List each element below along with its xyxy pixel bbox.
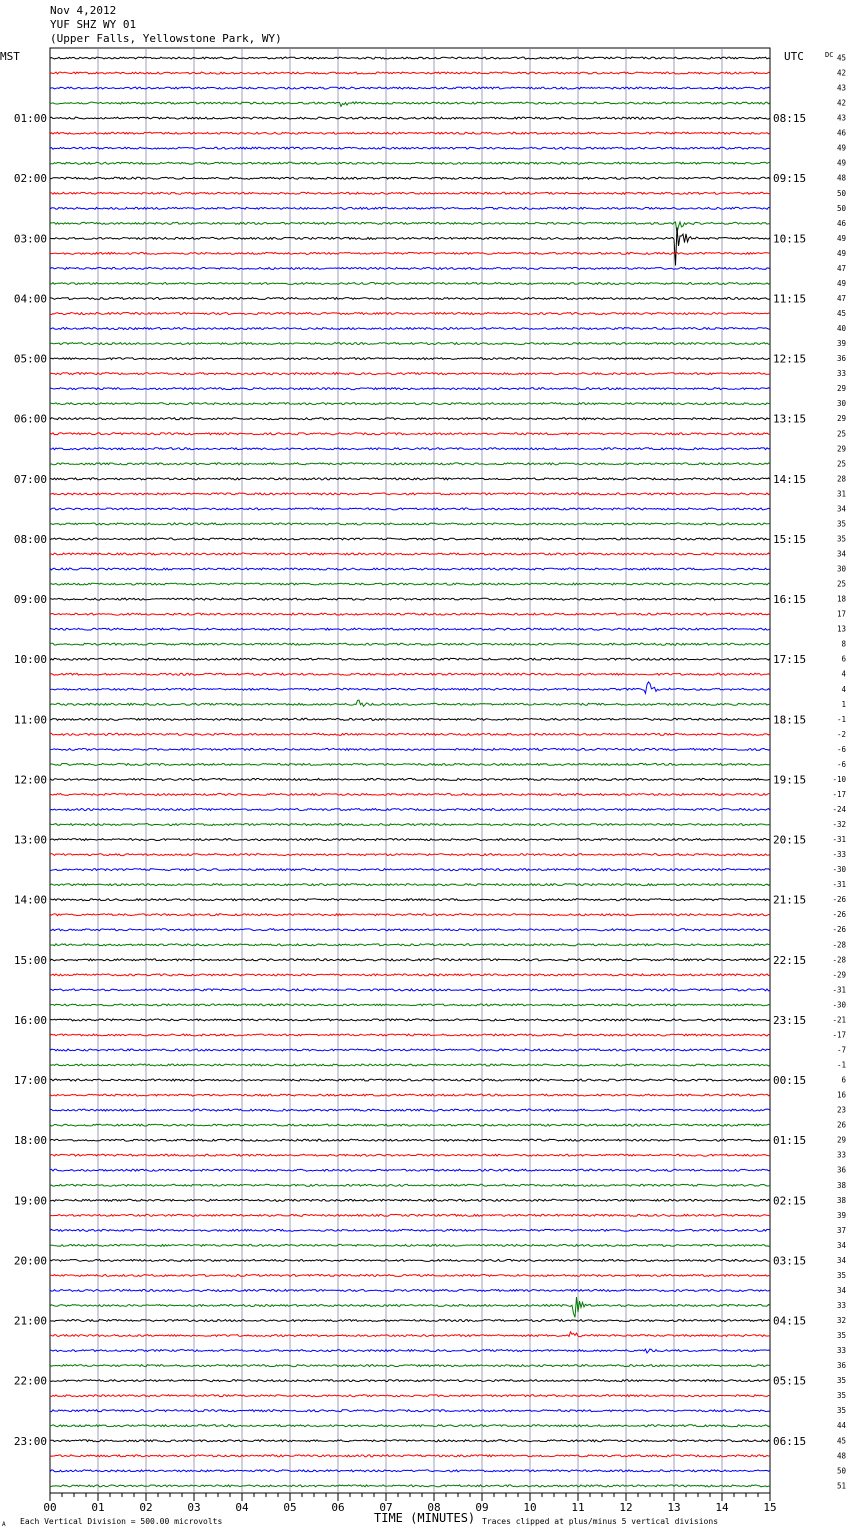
right-timezone-label: UTC — [784, 50, 804, 63]
dc-offset-label: 6 — [841, 1075, 846, 1085]
right-time-label: 08:15 — [773, 112, 807, 126]
trace-line — [50, 929, 770, 931]
trace-line — [50, 403, 770, 405]
dc-offset-label: 34 — [836, 504, 846, 514]
left-time-label: 21:00 — [13, 1314, 47, 1328]
trace-line — [50, 763, 770, 765]
dc-offset-label: 29 — [836, 444, 846, 454]
dc-offset-label: 1 — [841, 699, 846, 709]
header-date: Nov 4,2012 — [50, 4, 117, 17]
x-tick-label: 13 — [667, 1501, 681, 1514]
trace-line — [50, 989, 770, 991]
dc-offset-label: 50 — [836, 188, 846, 198]
dc-offset-label: 25 — [836, 429, 846, 439]
trace-line — [50, 1139, 770, 1141]
right-time-label: 14:15 — [773, 472, 807, 486]
dc-offset-label: 39 — [836, 339, 846, 349]
trace-line — [50, 718, 770, 720]
trace-line — [50, 778, 770, 780]
dc-offset-label: -32 — [832, 820, 846, 830]
dc-offset-label: 29 — [836, 384, 846, 394]
x-tick-label: 11 — [571, 1501, 585, 1514]
trace-rows — [50, 57, 770, 1487]
dc-offset-label: -17 — [832, 1030, 846, 1040]
x-tick-label: 08 — [427, 1501, 441, 1514]
dc-offset-label: 23 — [836, 1105, 846, 1115]
trace-line — [50, 283, 770, 285]
x-tick-label: 15 — [763, 1501, 777, 1514]
trace-line — [50, 658, 770, 660]
right-time-label: 00:15 — [773, 1074, 807, 1088]
left-time-label: 13:00 — [13, 833, 47, 847]
right-time-label: 03:15 — [773, 1254, 807, 1268]
trace-line — [50, 298, 770, 300]
dc-offset-label: -24 — [832, 805, 846, 814]
trace-line — [50, 117, 770, 119]
dc-offset-label: 28 — [836, 474, 846, 484]
trace-line — [50, 57, 770, 59]
dc-offset-label: 48 — [836, 1451, 846, 1461]
trace-line — [50, 448, 770, 450]
dc-offset-label: 34 — [836, 1285, 846, 1295]
x-tick-label: 02 — [139, 1501, 153, 1514]
left-time-label: 04:00 — [13, 292, 47, 306]
dc-offset-label: 16 — [836, 1090, 846, 1100]
trace-line — [50, 748, 770, 750]
dc-offset-label: 46 — [836, 218, 846, 228]
trace-line — [50, 418, 770, 420]
dc-offset-label: -2 — [836, 729, 846, 739]
dc-offset-label: 38 — [836, 1195, 846, 1205]
dc-offset-label: 40 — [836, 324, 846, 334]
dc-offset-label: -1 — [836, 714, 846, 724]
dc-offset-label: 33 — [836, 1150, 846, 1160]
right-time-label: 15:15 — [773, 532, 807, 546]
dc-offset-label: 45 — [836, 1436, 846, 1446]
trace-line — [50, 508, 770, 510]
left-time-label: 10:00 — [13, 653, 47, 667]
trace-line — [50, 1214, 770, 1216]
dc-offset-label: 43 — [836, 83, 846, 93]
trace-line — [50, 1440, 770, 1442]
trace-line — [50, 643, 770, 645]
trace-line — [50, 598, 770, 600]
trace-line — [50, 177, 770, 179]
dc-offset-label: 50 — [836, 1466, 846, 1476]
x-tick-label: 14 — [715, 1501, 729, 1514]
dc-offset-label: -7 — [836, 1045, 846, 1055]
trace-line — [50, 553, 770, 555]
footer-left-text: Each Vertical Division = 500.00 microvolts — [20, 1517, 223, 1526]
dc-offset-label: 30 — [836, 564, 846, 574]
trace-line — [50, 463, 770, 465]
trace-line — [50, 1079, 770, 1081]
trace-line — [50, 72, 770, 74]
axis-labels — [14, 54, 847, 1515]
dc-offset-label: 35 — [836, 534, 846, 544]
dc-offset-label: 44 — [836, 1421, 846, 1431]
trace-line — [50, 839, 770, 841]
trace-line — [50, 1019, 770, 1021]
x-tick-label: 00 — [43, 1501, 57, 1514]
left-time-label: 16:00 — [13, 1013, 47, 1027]
dc-offset-label: 37 — [836, 1225, 846, 1235]
dc-offset-label: 36 — [836, 1165, 846, 1175]
left-time-label: 19:00 — [13, 1194, 47, 1208]
x-tick-label: 07 — [379, 1501, 393, 1514]
dc-offset-label: 50 — [836, 203, 846, 213]
dc-offset-label: 35 — [836, 1406, 846, 1416]
right-time-label: 04:15 — [773, 1314, 807, 1328]
left-time-label: 12:00 — [13, 773, 47, 787]
trace-line — [50, 1154, 770, 1156]
trace-line — [50, 1365, 770, 1367]
left-time-label: 15:00 — [13, 953, 47, 967]
right-time-label: 16:15 — [773, 593, 807, 607]
x-tick-label: 03 — [187, 1501, 201, 1514]
right-time-label: 05:15 — [773, 1374, 807, 1388]
dc-offset-label: 35 — [836, 1391, 846, 1401]
left-time-label: 07:00 — [13, 472, 47, 486]
trace-line — [50, 1297, 770, 1317]
dc-offset-label: -30 — [832, 865, 846, 875]
right-time-label: 06:15 — [773, 1434, 807, 1448]
dc-offset-label: 35 — [836, 1270, 846, 1280]
trace-line — [50, 358, 770, 360]
x-tick-label: 09 — [475, 1501, 489, 1514]
right-time-label: 09:15 — [773, 172, 807, 186]
dc-offset-label: 6 — [841, 654, 846, 664]
dc-offset-label: 33 — [836, 1300, 846, 1310]
right-time-label: 13:15 — [773, 412, 807, 426]
dc-offset-label: 47 — [836, 293, 846, 303]
trace-line — [50, 222, 770, 233]
x-axis-title: TIME (MINUTES) — [374, 1511, 476, 1525]
right-time-label: 19:15 — [773, 773, 807, 787]
trace-line — [50, 328, 770, 330]
x-tick-label: 06 — [331, 1501, 345, 1514]
right-time-label: 20:15 — [773, 833, 807, 847]
dc-offset-label: 4 — [841, 684, 846, 694]
dc-offset-label: 35 — [836, 1331, 846, 1341]
dc-offset-label: -31 — [832, 835, 846, 845]
dc-offset-label: 29 — [836, 1135, 846, 1145]
trace-line — [50, 959, 770, 961]
trace-line — [50, 1290, 770, 1292]
trace-line — [50, 252, 770, 254]
dc-offset-label: 45 — [836, 53, 846, 63]
trace-line — [50, 87, 770, 89]
trace-line — [50, 1244, 770, 1246]
dc-offset-label: 39 — [836, 1210, 846, 1220]
dc-offset-label: 13 — [836, 624, 846, 634]
left-timezone-label: MST — [0, 50, 20, 63]
left-time-label: 02:00 — [13, 172, 47, 186]
dc-offset-label: 33 — [836, 1346, 846, 1356]
dc-offset-label: 49 — [836, 143, 846, 153]
trace-line — [50, 869, 770, 871]
x-tick-label: 04 — [235, 1501, 249, 1514]
trace-line — [50, 1184, 770, 1186]
trace-line — [50, 433, 770, 435]
x-tick-label: 12 — [619, 1501, 633, 1514]
left-time-label: 17:00 — [13, 1074, 47, 1088]
left-time-label: 20:00 — [13, 1254, 47, 1268]
right-time-label: 01:15 — [773, 1134, 807, 1148]
trace-line — [50, 568, 770, 570]
dc-offset-label: 36 — [836, 1361, 846, 1371]
trace-line — [50, 1349, 770, 1353]
dc-offset-label: -28 — [832, 955, 846, 965]
trace-line — [50, 538, 770, 540]
dc-offset-label: 35 — [836, 1376, 846, 1386]
trace-line — [50, 1470, 770, 1472]
right-time-label: 11:15 — [773, 292, 807, 306]
right-time-label: 22:15 — [773, 953, 807, 967]
trace-line — [50, 1094, 770, 1096]
trace-line — [50, 147, 770, 149]
dc-offset-label: 36 — [836, 354, 846, 364]
dc-offset-label: 34 — [836, 1240, 846, 1250]
dc-offset-label: -29 — [832, 970, 846, 980]
trace-line — [50, 1109, 770, 1111]
trace-line — [50, 1229, 770, 1231]
trace-line — [50, 313, 770, 315]
left-time-label: 05:00 — [13, 352, 47, 366]
left-time-label: 06:00 — [13, 412, 47, 426]
trace-line — [50, 102, 770, 107]
dc-offset-label: -26 — [832, 925, 846, 935]
dc-label: DC — [825, 51, 834, 59]
header-station: YUF SHZ WY 01 — [50, 18, 137, 31]
dc-offset-label: 30 — [836, 399, 846, 409]
dc-offset-label: 34 — [836, 549, 846, 559]
trace-line — [50, 343, 770, 345]
trace-line — [50, 207, 770, 209]
left-time-label: 09:00 — [13, 593, 47, 607]
header-location: (Upper Falls, Yellowstone Park, WY) — [50, 32, 282, 45]
trace-line — [50, 733, 770, 735]
dc-offset-label: 25 — [836, 459, 846, 469]
trace-line — [50, 162, 770, 164]
dc-offset-label: -6 — [836, 744, 846, 754]
dc-offset-label: -33 — [832, 850, 846, 860]
right-time-label: 10:15 — [773, 232, 807, 246]
trace-line — [50, 854, 770, 856]
dc-offset-label: 49 — [836, 278, 846, 288]
trace-line — [50, 523, 770, 525]
trace-line — [50, 944, 770, 946]
trace-line — [50, 1274, 770, 1276]
dc-offset-label: 38 — [836, 1180, 846, 1190]
dc-offset-label: 25 — [836, 579, 846, 589]
dc-offset-label: 49 — [836, 248, 846, 258]
trace-line — [50, 1169, 770, 1171]
trace-line — [50, 914, 770, 916]
left-time-label: 01:00 — [13, 112, 47, 126]
dc-offset-label: 4 — [841, 669, 846, 679]
x-tick-label: 01 — [91, 1501, 105, 1514]
trace-line — [50, 1395, 770, 1397]
dc-offset-label: 51 — [836, 1481, 846, 1491]
right-time-label: 21:15 — [773, 893, 807, 907]
trace-line — [50, 1259, 770, 1261]
trace-line — [50, 493, 770, 495]
dc-offset-label: 34 — [836, 1255, 846, 1265]
dc-offset-label: 18 — [836, 594, 846, 604]
dc-offset-label: -26 — [832, 910, 846, 920]
dc-offset-label: 42 — [836, 98, 846, 108]
trace-line — [50, 1064, 770, 1066]
trace-line — [50, 809, 770, 811]
trace-line — [50, 613, 770, 615]
dc-offset-label: -26 — [832, 895, 846, 905]
trace-line — [50, 884, 770, 886]
left-time-label: 08:00 — [13, 532, 47, 546]
dc-offset-label: -6 — [836, 759, 846, 769]
x-tick-label: 05 — [283, 1501, 297, 1514]
trace-line — [50, 1410, 770, 1412]
dc-offset-label: -21 — [832, 1015, 846, 1025]
trace-line — [50, 388, 770, 390]
trace-line — [50, 1199, 770, 1201]
dc-offset-label: 46 — [836, 128, 846, 138]
trace-line — [50, 899, 770, 901]
dc-offset-label: 49 — [836, 158, 846, 168]
dc-offset-label: 8 — [841, 639, 846, 649]
dc-offset-label: 31 — [836, 489, 846, 499]
dc-offset-label: -31 — [832, 985, 846, 995]
left-time-label: 14:00 — [13, 893, 47, 907]
dc-offset-label: 17 — [836, 609, 846, 619]
trace-line — [50, 824, 770, 826]
trace-line — [50, 700, 770, 706]
left-time-label: 18:00 — [13, 1134, 47, 1148]
trace-line — [50, 228, 770, 266]
right-time-label: 02:15 — [773, 1194, 807, 1208]
trace-line — [50, 1380, 770, 1382]
dc-offset-label: 32 — [836, 1316, 846, 1326]
trace-line — [50, 1320, 770, 1322]
dc-offset-label: 35 — [836, 519, 846, 529]
right-time-label: 18:15 — [773, 713, 807, 727]
x-tick-label: 10 — [523, 1501, 537, 1514]
trace-line — [50, 583, 770, 585]
dc-offset-label: 29 — [836, 414, 846, 424]
dc-offset-label: -30 — [832, 1000, 846, 1010]
trace-line — [50, 267, 770, 269]
footer-right-text: Traces clipped at plus/minus 5 vertical divisions — [482, 1517, 719, 1526]
footer-mark: A — [2, 1521, 6, 1528]
dc-offset-label: -10 — [832, 774, 846, 784]
dc-offset-label: 48 — [836, 173, 846, 183]
dc-offset-label: 47 — [836, 263, 846, 273]
dc-offset-label: 33 — [836, 369, 846, 379]
trace-line — [50, 478, 770, 480]
trace-line — [50, 1455, 770, 1457]
dc-offset-label: -1 — [836, 1060, 846, 1070]
right-time-label: 17:15 — [773, 653, 807, 667]
dc-offset-label: -28 — [832, 940, 846, 950]
trace-line — [50, 794, 770, 796]
dc-offset-label: 42 — [836, 68, 846, 78]
dc-offset-label: 49 — [836, 233, 846, 243]
right-time-label: 23:15 — [773, 1013, 807, 1027]
trace-line — [50, 1004, 770, 1006]
trace-line — [50, 974, 770, 976]
trace-line — [50, 1485, 770, 1487]
trace-line — [50, 1425, 770, 1427]
left-time-label: 23:00 — [13, 1434, 47, 1448]
trace-line — [50, 1332, 770, 1337]
trace-line — [50, 682, 770, 693]
dc-offset-label: 43 — [836, 113, 846, 123]
trace-line — [50, 192, 770, 194]
trace-line — [50, 132, 770, 134]
left-time-label: 03:00 — [13, 232, 47, 246]
trace-line — [50, 1124, 770, 1126]
left-time-label: 11:00 — [13, 713, 47, 727]
dc-offset-label: -31 — [832, 880, 846, 890]
dc-offset-label: 26 — [836, 1120, 846, 1130]
trace-line — [50, 673, 770, 675]
trace-line — [50, 373, 770, 375]
dc-offset-label: 45 — [836, 309, 846, 319]
trace-line — [50, 1049, 770, 1051]
trace-line — [50, 628, 770, 630]
trace-line — [50, 1034, 770, 1036]
left-time-label: 22:00 — [13, 1374, 47, 1388]
dc-offset-label: -17 — [832, 789, 846, 799]
right-time-label: 12:15 — [773, 352, 807, 366]
